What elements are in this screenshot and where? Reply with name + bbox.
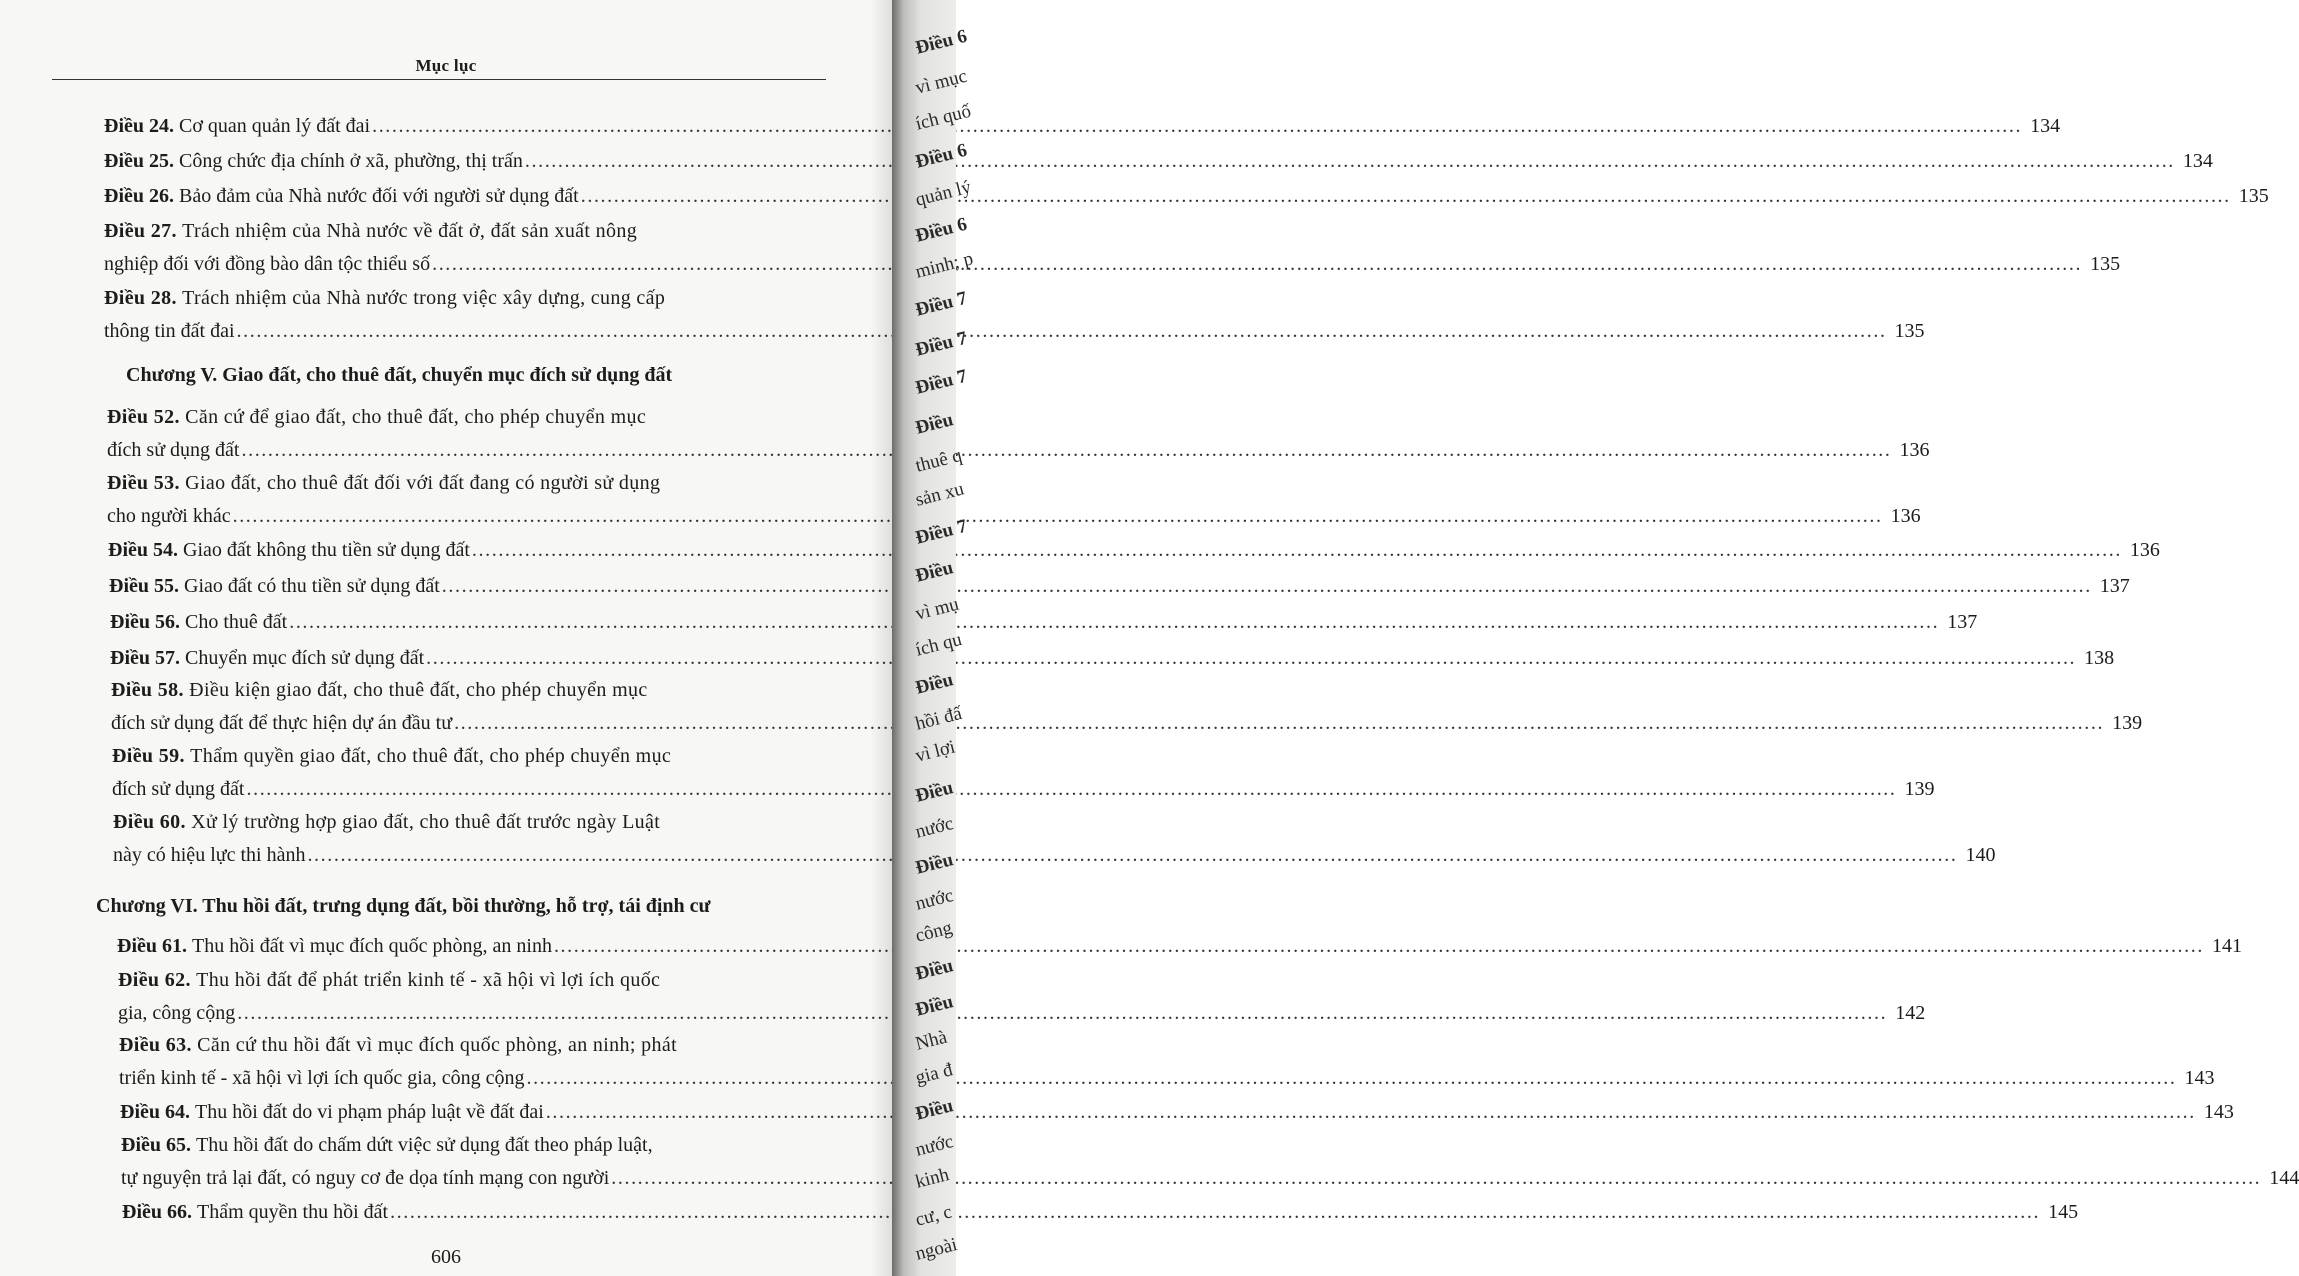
toc-entry-title-continued: đích sử dụng đất — [107, 439, 240, 461]
edge-text: nước — [913, 813, 956, 843]
running-header: Mục lục — [415, 56, 477, 75]
leader-dots — [611, 1162, 2261, 1195]
edge-text: nước — [913, 885, 956, 915]
edge-text: công — [913, 917, 955, 947]
toc-entry-title: Căn cứ để giao đất, cho thuê đất, cho phép chuyển mục — [185, 406, 647, 428]
toc-entry-title: Công chức địa chính ở xã, phường, thị trấn — [179, 150, 523, 172]
edge-text: hồi đấ — [913, 702, 964, 735]
leader-dots — [247, 773, 1897, 806]
page-number: 135 — [2238, 185, 2269, 207]
toc-entry-title: Thẩm quyền giao đất, cho thuê đất, cho phép chuyển mục — [190, 745, 672, 767]
page-number: 145 — [2048, 1201, 2079, 1223]
toc-entry-title: Thẩm quyền thu hồi đất — [197, 1201, 389, 1223]
toc-entry-title-continued: tự nguyện trả lại đất, có nguy cơ đe dọa tính mạng con người — [121, 1167, 610, 1189]
toc-entry-28: Điều 28. Trách nhiệm của Nhà nước trong việc xây dựng, cung cấp thông tin đất đai ..... 135 — [104, 282, 824, 348]
toc-entry-title: Trách nhiệm của Nhà nước về đất ở, đất sản xuất nông — [182, 220, 638, 242]
toc-entry-64: Điều 64. Thu hồi đất do vi phạm pháp luật về đất đai ..... 143 — [120, 1096, 827, 1129]
edge-text: vì lợi — [913, 736, 958, 767]
edge-text: Điều — [913, 1095, 956, 1125]
toc-entry-title-continued: cho người khác — [107, 505, 231, 527]
edge-text: Điều 6 — [913, 213, 970, 247]
toc-entry-title: Bảo đảm của Nhà nước đối với người sử dụng đất — [179, 185, 579, 207]
header-rule — [52, 79, 826, 80]
page-number: 135 — [1894, 320, 1925, 342]
edge-text: sản xu — [913, 478, 967, 511]
page-number: 136 — [2129, 539, 2160, 561]
toc-entry-title: Chuyển mục đích sử dụng đất — [185, 647, 425, 669]
page-number: 140 — [1965, 844, 1996, 866]
toc-entry-title: Trách nhiệm của Nhà nước trong việc xây dựng, cung cấp — [182, 287, 666, 309]
leader-dots — [233, 500, 1883, 533]
edge-text: Điều 6 — [913, 139, 970, 173]
leader-dots — [237, 315, 1887, 348]
toc-entry-title-continued: đích sử dụng đất để thực hiện dự án đầu tư — [111, 712, 453, 734]
edge-text: Điều — [913, 409, 956, 439]
toc-entry-title: Giao đất không thu tiền sử dụng đất — [183, 539, 470, 561]
toc-entry-58: Điều 58. Điều kiện giao đất, cho thuê đất, cho phép chuyển mục đích sử dụng đất để thực hiện dự án đầu tư ..... 139 — [111, 674, 827, 740]
edge-text: Điều — [913, 557, 956, 587]
toc-entry-55: Điều 55. Giao đất có thu tiền sử dụng đất ..... 137 — [109, 570, 826, 603]
leader-dots — [554, 930, 2204, 963]
leader-dots — [237, 997, 1887, 1030]
toc-entry-title: Thu hồi đất vì mục đích quốc phòng, an ninh — [192, 935, 552, 957]
leader-dots — [454, 707, 2104, 740]
edge-text: Điều 7 — [913, 515, 970, 549]
adjacent-page-edge — [892, 0, 976, 1276]
toc-entry-title-continued: thông tin đất đai — [104, 320, 235, 342]
page-number: 134 — [2182, 150, 2213, 172]
page-number: 138 — [2084, 647, 2115, 669]
edge-text: Điều — [913, 669, 956, 699]
edge-text: Điều — [913, 991, 956, 1021]
edge-text: ngoài — [913, 1234, 960, 1265]
page-number: 139 — [1904, 778, 1935, 800]
leader-dots — [432, 248, 2082, 281]
toc-entry-title: Thu hồi đất do chấm dứt việc sử dụng đất theo pháp luật, — [196, 1134, 653, 1156]
toc-entry-60: Điều 60. Xử lý trường hợp giao đất, cho thuê đất trước ngày Luật này có hiệu lực thi hành ..... 140 — [113, 806, 827, 872]
page-number: 144 — [2269, 1167, 2299, 1189]
toc-entry-61: Điều 61. Thu hồi đất vì mục đích quốc phòng, an ninh ..... 141 — [117, 930, 827, 963]
toc-entry-title-continued: đích sử dụng đất — [112, 778, 245, 800]
edge-text: vì mụ — [913, 593, 961, 625]
page-number: 141 — [2211, 935, 2242, 957]
chapter-heading-v: Chương V. Giao đất, cho thuê đất, chuyển mục đích sử dụng đất — [126, 364, 673, 386]
edge-text: Điều — [913, 849, 956, 879]
toc-entry-title: Thu hồi đất để phát triển kinh tế - xã hội vì lợi ích quốc — [196, 969, 661, 991]
edge-text: minh; p — [913, 248, 976, 283]
edge-text: Điều 7 — [913, 287, 970, 321]
toc-entry-66: Điều 66. Thẩm quyền thu hồi đất ..... 145 — [122, 1196, 827, 1229]
toc-entry-53: Điều 53. Giao đất, cho thuê đất đối với đất đang có người sử dụng cho người khác ..... 136 — [107, 467, 825, 533]
leader-dots — [525, 145, 2175, 178]
leader-dots — [390, 1196, 2040, 1229]
toc-entry-title-continued: triển kinh tế - xã hội vì lợi ích quốc gia, công cộng — [119, 1067, 525, 1089]
toc-entry-25: Điều 25. Công chức địa chính ở xã, phường, thị trấn ..... 134 — [104, 145, 824, 178]
toc-entry-52: Điều 52. Căn cứ để giao đất, cho thuê đất, cho phép chuyển mục đích sử dụng đất ..... 136 — [107, 401, 825, 467]
page-number: 142 — [1895, 1002, 1926, 1024]
edge-text: Điều 7 — [913, 365, 970, 399]
edge-text: ích quố — [913, 100, 974, 135]
toc-entry-63: Điều 63. Căn cứ thu hồi đất vì mục đích quốc phòng, an ninh; phát triển kinh tế - xã hội vì lợi ích quốc gia, công cộng ..... 143 — [119, 1029, 827, 1095]
page-number: 143 — [2184, 1067, 2215, 1089]
page-number: 137 — [2099, 575, 2130, 597]
toc-entry-title: Xử lý trường hợp giao đất, cho thuê đất trước ngày Luật — [191, 811, 661, 833]
toc-entry-title: Thu hồi đất do vi phạm pháp luật về đất đai — [195, 1101, 544, 1123]
edge-text: Điều — [913, 777, 956, 807]
page-number: 136 — [1890, 505, 1921, 527]
edge-text: Điều — [913, 955, 956, 985]
toc-entry-54: Điều 54. Giao đất không thu tiền sử dụng đất ..... 136 — [108, 534, 826, 567]
leader-dots — [426, 642, 2076, 675]
toc-entry-title-continued: này có hiệu lực thi hành — [113, 844, 306, 866]
page-number: 139 — [2112, 712, 2143, 734]
leader-dots — [546, 1096, 2196, 1129]
leader-dots — [581, 180, 2231, 213]
leader-dots — [289, 606, 1939, 639]
toc-entry-62: Điều 62. Thu hồi đất để phát triển kinh tế - xã hội vì lợi ích quốc gia, công cộng ..... 142 — [118, 964, 827, 1030]
toc-entry-title: Cho thuê đất — [185, 611, 288, 633]
toc-entry-title: Giao đất, cho thuê đất đối với đất đang có người sử dụng — [185, 472, 661, 494]
toc-entry-65: Điều 65. Thu hồi đất do chấm dứt việc sử dụng đất theo pháp luật, tự nguyện trả lại đất, có nguy cơ đe dọa tính mạng con người ..... 144 — [121, 1129, 827, 1195]
page-number: 135 — [2090, 253, 2121, 275]
chapter-heading-vi: Chương VI. Thu hồi đất, trưng dụng đất, bồi thường, hỗ trợ, tái định cư — [96, 895, 711, 917]
toc-entry-title-continued: gia, công cộng — [118, 1002, 236, 1024]
toc-entry-57: Điều 57. Chuyển mục đích sử dụng đất ..... 138 — [110, 642, 827, 675]
leader-dots — [526, 1062, 2176, 1095]
page-number: 143 — [2203, 1101, 2234, 1123]
page-number: 137 — [1947, 611, 1978, 633]
toc-entry-59: Điều 59. Thẩm quyền giao đất, cho thuê đất, cho phép chuyển mục đích sử dụng đất ..... 139 — [112, 740, 827, 806]
leader-dots — [372, 110, 2022, 143]
edge-text: kinh — [913, 1164, 952, 1193]
edge-text: quản lý — [913, 176, 974, 211]
leader-dots — [307, 839, 1957, 872]
edge-text: Điều 7 — [913, 327, 970, 361]
toc-entry-title: Cơ quan quản lý đất đai — [179, 115, 371, 137]
footer-page-number: 606 — [431, 1246, 461, 1268]
edge-text: ích qu — [913, 628, 964, 661]
toc-entry-27: Điều 27. Trách nhiệm của Nhà nước về đất ở, đất sản xuất nông nghiệp đối với đồng bào dân tộc thiểu số ..... 135 — [104, 215, 824, 281]
toc-entry-title: Căn cứ thu hồi đất vì mục đích quốc phòng, an ninh; phát — [197, 1034, 677, 1056]
edge-text: gia đ — [913, 1059, 955, 1089]
page-number: 136 — [1899, 439, 1930, 461]
edge-text: cư, c — [913, 1201, 955, 1231]
leader-dots — [242, 434, 1892, 467]
edge-text: nước — [913, 1131, 956, 1161]
leader-dots — [472, 534, 2122, 567]
page-number: 134 — [2030, 115, 2061, 137]
edge-text: thuê q — [913, 444, 964, 477]
toc-entry-title-continued: nghiệp đối với đồng bào dân tộc thiểu số — [104, 253, 431, 275]
leader-dots — [442, 570, 2092, 603]
toc-entry-title: Giao đất có thu tiền sử dụng đất — [184, 575, 440, 597]
edge-text: vì mục — [913, 65, 970, 99]
edge-text: Điều 6 — [913, 25, 970, 59]
toc-entry-title: Điều kiện giao đất, cho thuê đất, cho phép chuyển mục — [189, 679, 648, 701]
toc-entry-26: Điều 26. Bảo đảm của Nhà nước đối với người sử dụng đất ..... 135 — [104, 180, 824, 213]
toc-entry-56: Điều 56. Cho thuê đất ..... 137 — [110, 606, 826, 639]
toc-entry-24: Điều 24. Cơ quan quản lý đất đai ..... 134 — [104, 110, 824, 143]
edge-text: Nhà — [913, 1026, 950, 1055]
